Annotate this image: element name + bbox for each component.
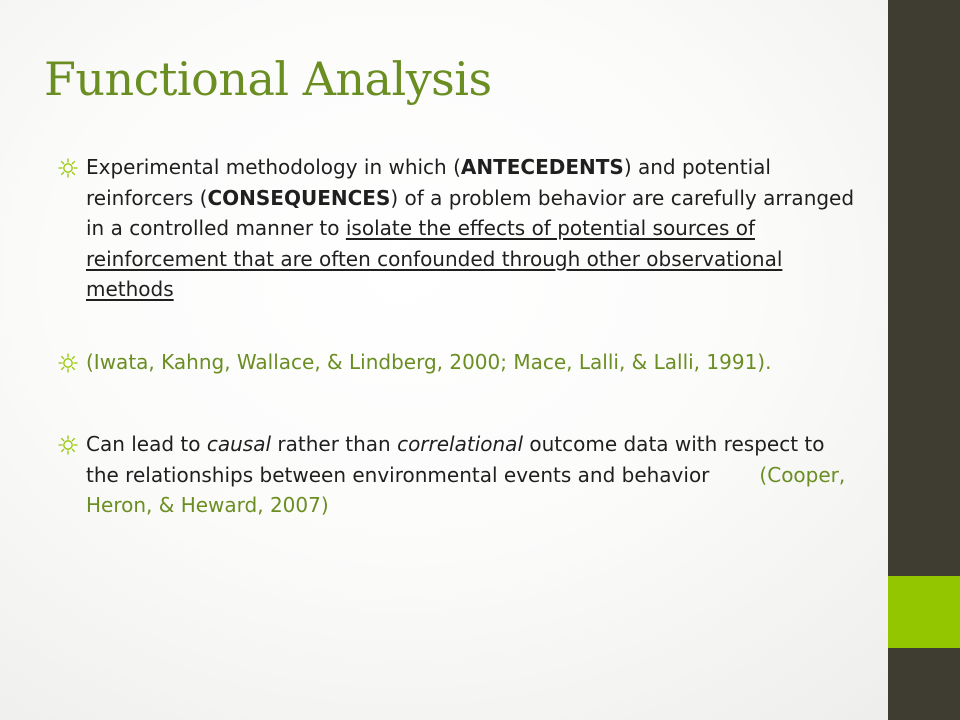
slide-title: Functional Analysis — [44, 52, 492, 106]
text-segment: ) and potential reinforcers ( — [86, 155, 771, 210]
sun-star-icon — [58, 158, 78, 178]
term-causal: causal — [206, 432, 272, 456]
text-segment: ) of a problem behavior are carefully arranged in a controlled manner to — [86, 185, 855, 240]
bullet-item-citation — [58, 347, 858, 378]
bullet-item-definition — [58, 152, 858, 305]
term-correlational: correlational — [397, 432, 523, 456]
bullet-text — [86, 429, 858, 521]
term-antecedents: ANTECEDENTS — [460, 155, 624, 179]
citation-text: (Iwata, Kahng, Wallace, & Lindberg, 2000; Mace, Lalli, & Lalli, 1991). — [86, 349, 772, 374]
text-segment: Experimental methodology in which ( — [86, 155, 461, 179]
text-segment: rather than — [271, 432, 398, 456]
bullet-list — [58, 152, 858, 521]
citation-inline: (Cooper, Heron, & Heward, 2007) — [86, 462, 846, 517]
sidebar-accent-block — [888, 576, 960, 648]
text-segment: Can lead to — [86, 432, 207, 456]
text-segment: outcome data with respect to the relationships between environmental events and behavior — [86, 432, 825, 487]
bullet-text — [86, 152, 858, 305]
underlined-phrase: isolate the effects of potential sources of reinforcement that are often confounded through other observational methods — [86, 216, 783, 301]
sun-star-icon — [58, 353, 78, 373]
term-consequences: CONSEQUENCES — [207, 185, 391, 210]
bullet-item-causal — [58, 429, 858, 521]
sun-star-icon — [58, 435, 78, 455]
